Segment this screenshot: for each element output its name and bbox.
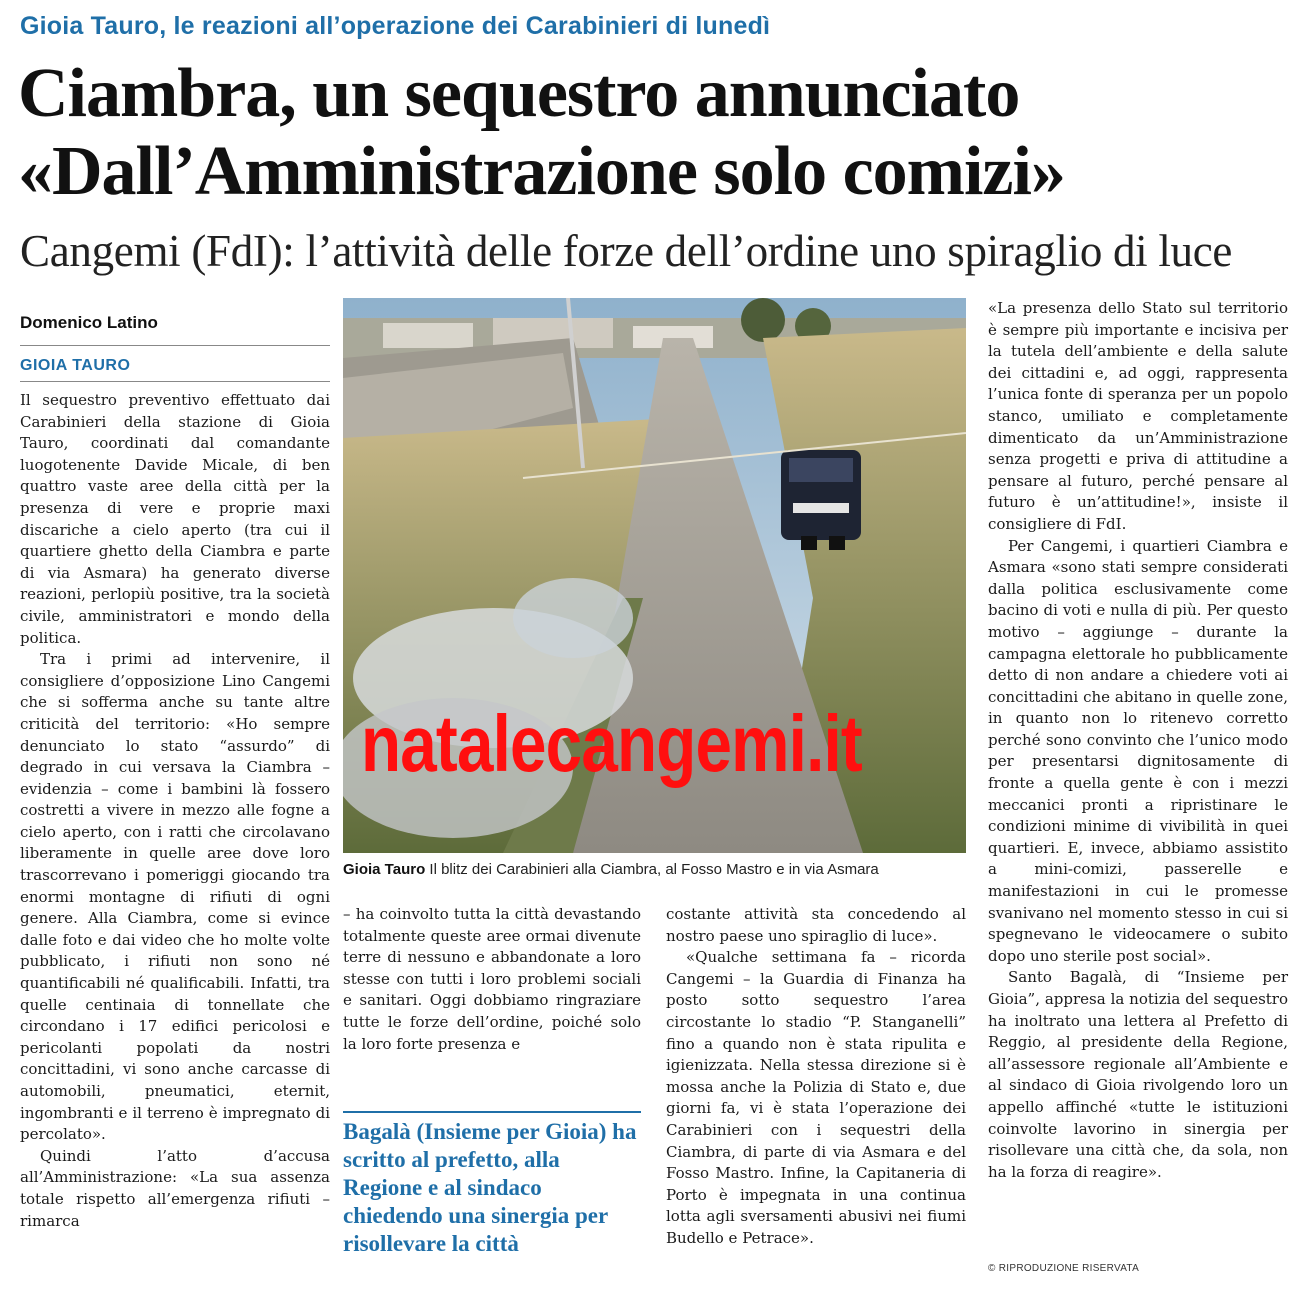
- paragraph: costante attività sta concedendo al nostro paese uno spiraglio di luce».: [666, 905, 966, 945]
- photo-caption: [343, 861, 966, 878]
- article-column-3: [666, 904, 966, 1250]
- pull-quote-rule: [343, 1111, 641, 1113]
- copyright-notice: © RIPRODUZIONE RISERVATA: [988, 1263, 1140, 1274]
- article-column-1: [20, 390, 330, 1232]
- byline: Domenico Latino: [20, 313, 158, 332]
- caption-place: Gioia Tauro: [343, 861, 426, 878]
- paragraph: Santo Bagalà, di “Insieme per Gioia”, appresa la notizia del sequestro ha inoltrato una lettera al Prefetto di Reggio, al presidente della Regione, all’assessore regionale all’Ambiente e al sindaco di Gioia rivolgendo loro un appello affinché «tutte le istituzioni coinvolte lavorino in sinergia per risollevare una città che, da sola, non ha la forza di reagire».: [988, 968, 1288, 1181]
- paragraph: Il sequestro preventivo effettuato dai Carabinieri della stazione di Gioia Tauro, coordinati dal comandante luogotenente Davide Micale, di ben quattro vaste aree della città per la presenza di vere e proprie maxi discariche a cielo aperto (tra cui il quartiere ghetto della Ciambra e parte di via Asmara) ha generato diverse reazioni, perlopiù positive, tra la società civile, amministratori e mondo della politica.: [20, 391, 330, 647]
- pull-quote: Bagalà (Insieme per Gioia) ha scritto al prefetto, alla Regione e al sindaco chiedendo una sinergia per risollevare la città: [343, 1119, 637, 1256]
- watermark-text: natalecangemi.it: [361, 699, 862, 788]
- kicker: Gioia Tauro, le reazioni all’operazione dei Carabinieri di lunedì: [20, 12, 771, 40]
- divider: [20, 345, 330, 346]
- article-column-2: [343, 904, 641, 1055]
- paragraph: – ha coinvolto tutta la città devastando totalmente queste aree ormai divenute terre di nessuno e abbandonate a loro stesse con tutti i loro problemi sociali e sanitari. Oggi dobbiamo ringraziare tutte le forze dell’ordine, poiché solo la loro forte presenza e: [343, 905, 641, 1053]
- paragraph: Tra i primi ad intervenire, il consigliere d’opposizione Lino Cangemi che si sofferma anche su tante altre criticità del territorio: «Ho sempre denunciato lo stato “assurdo” di degrado in cui versava la Ciambra – evidenzia – come i bambini là fossero costretti a vivere in mezzo alle fogne a cielo aperto, con i ratti che circolavano liberamente in quelle aree dove loro trascorrevano i pomeriggi giocando tra enormi montagne di rifiuti di ogni genere. Alla Ciambra, come si evince dalle foto e dai video che ho molte volte pubblicato, i rifiuti non sono né quantificabili né qualificabili. Infatti, tra quelle centinaia di tonnellate che circondano i 17 edifici pericolosi e pericolanti popolati da nostri concittadini, vi sono anche carcasse di automobili, pneumatici, eternit, ingombranti e il terreno è impregnato di percolato».: [20, 650, 330, 1144]
- article-photo: [343, 298, 966, 853]
- caption-text: Il blitz dei Carabinieri alla Ciambra, al Fosso Mastro e in via Asmara: [425, 861, 879, 878]
- divider: [20, 381, 330, 382]
- paragraph: «La presenza dello Stato sul territorio è sempre più importante e incisiva per la tutela dell’ambiente e della salute dei cittadini e, ad oggi, rappresenta l’unica fonte di speranza per un popolo stanco, umiliato e completamente dimenticato da un’Amministrazione senza progetti e priva di attitudine a pensare al futuro, perché pensare al futuro è un’attitudine!», insiste il consigliere di FdI.: [988, 299, 1288, 533]
- headline-line-1: Ciambra, un sequestro annunciato: [18, 55, 1020, 132]
- paragraph: «Qualche settimana fa – ricorda Cangemi – la Guardia di Finanza ha posto sotto sequestro l’area circostante lo stadio “P. Stanganelli” fino a quando non è stata ripulita e igienizzata. Nella stessa direzione si è mossa anche la Polizia di Stato e, due giorni fa, vi è stata l’operazione dei Carabinieri con i sequestri della Ciambra, di parte di via Asmara e del Fosso Mastro. Infine, la Capitaneria di Porto è impegnata in una continua lotta agli sversamenti abusivi nei fiumi Budello e Petrace».: [666, 948, 966, 1247]
- paragraph: Per Cangemi, i quartieri Ciambra e Asmara «sono stati sempre considerati dalla politica esclusivamente come bacino di voti e nulla di più. Per questo motivo – aggiunge – durante la campagna elettorale ho pubblicamente detto di non andare a chiedere voti ai concittadini che abitano in quelle zone, in quanto non lo ritenevo corretto perché sono convinto che l’unico modo per presentarsi dignitosamente di fronte a quella gente è con i mezzi meccanici pronti a ripristinare le condizioni minime di vivibilità in quei quartieri. E, invece, abbiamo assistito a mini-comizi, passerelle e manifestazioni in cui le promesse svanivano nel momento stesso in cui si spegnevano le videocamere o subito dopo uno sterile post social».: [988, 536, 1288, 965]
- location-tag: GIOIA TAURO: [20, 357, 131, 374]
- subheadline: Cangemi (FdI): l’attività delle forze dell’ordine uno spiraglio di luce: [20, 226, 1233, 276]
- headline-line-2: «Dall’Amministrazione solo comizi»: [18, 133, 1065, 210]
- article-column-4: [988, 298, 1288, 1183]
- paragraph: Quindi l’atto d’accusa all’Amministrazione: «La sua assenza totale rispetto all’emergenza rifiuti – rimarca: [20, 1146, 330, 1230]
